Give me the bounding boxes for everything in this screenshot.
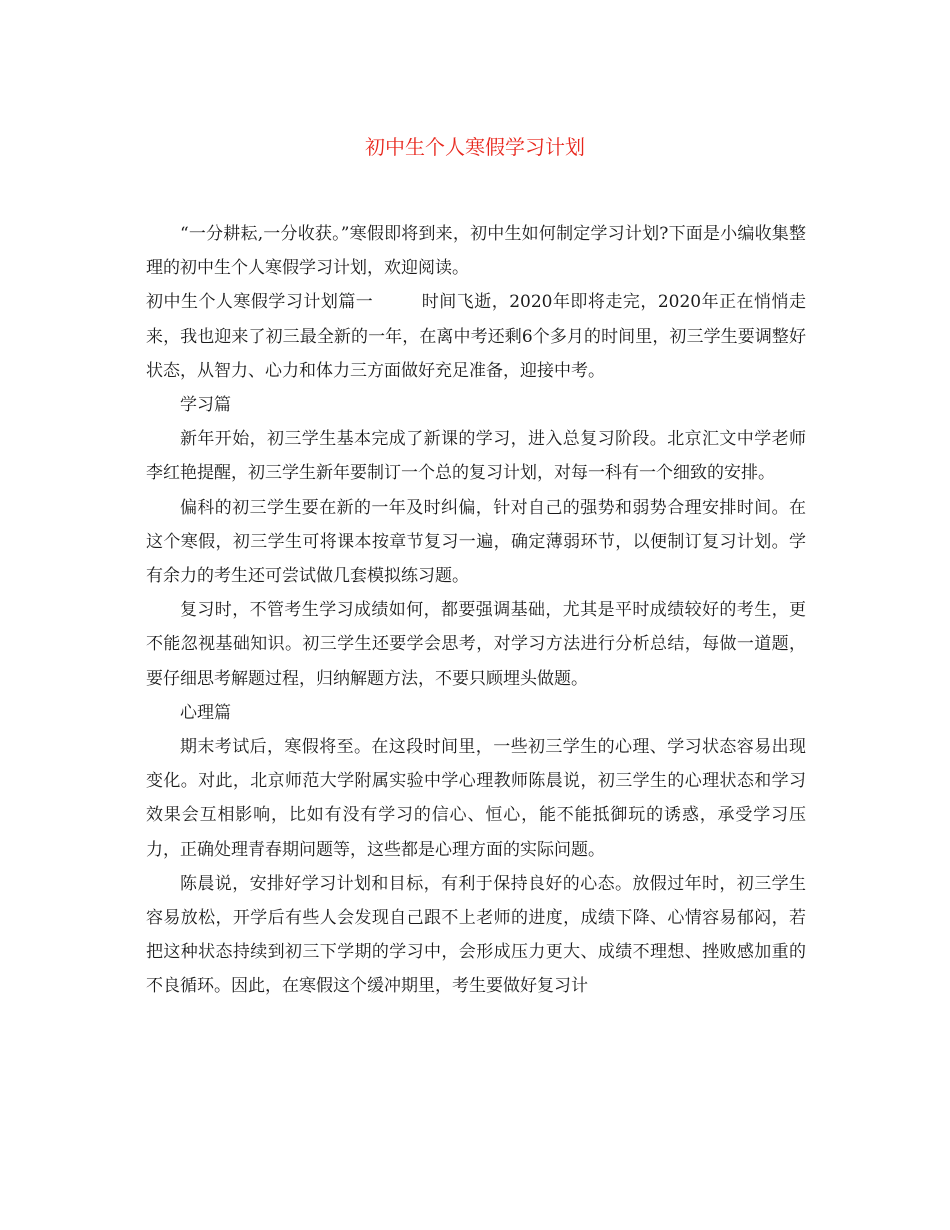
section-heading-study: 学习篇 (180, 395, 231, 416)
part-one-text: 时间飞逝，2020年即将走完，2020年正在悄悄走来，我也迎来了初三最全新的一年，在离中考还剩6个多月的时间里，初三学生要调整好状态，从智力、心力和体力三方面做好充足准备，迎接中考。 (146, 292, 807, 381)
study-paragraph-3: 复习时，不管考生学习成绩如何，都要强调基础，尤其是平时成绩较好的考生，更不能忽视基础知识。初三学生还要学会思考，对学习方法进行分析总结，每做一道题，要仔细思考解题过程，归纳解题方法，不要只顾埋头做题。 (146, 600, 806, 689)
document-body (146, 217, 806, 1004)
section-heading-mind: 心理篇 (180, 702, 231, 723)
mind-paragraph-1: 期末考试后，寒假将至。在这段时间里，一些初三学生的心理、学习状态容易出现变化。对此，北京师范大学附属实验中学心理教师陈晨说，初三学生的心理状态和学习效果会互相影响，比如有没有学习的信心、恒心，能不能抵御玩的诱惑，承受学习压力，正确处理青春期问题等，这些都是心理方面的实际问题。 (146, 737, 806, 860)
part-one-label: 初中生个人寒假学习计划篇一 (146, 292, 374, 313)
intro-paragraph: “一分耕耘,一分收获。”寒假即将到来，初中生如何制定学习计划?下面是小编收集整理的初中生个人寒假学习计划，欢迎阅读。 (146, 224, 806, 279)
study-paragraph-1: 新年开始，初三学生基本完成了新课的学习，进入总复习阶段。北京汇文中学老师李红艳提醒，初三学生新年要制订一个总的复习计划，对每一科有一个细致的安排。 (146, 429, 806, 484)
mind-paragraph-2: 陈晨说，安排好学习计划和目标，有利于保持良好的心态。放假过年时，初三学生容易放松，开学后有些人会发现自己跟不上老师的进度，成绩下降、心情容易郁闷，若把这种状态持续到初三下学期的学习中，会形成压力更大、成绩不理想、挫败感加重的不良循环。因此，在寒假这个缓冲期里，考生要做好复习计 (146, 873, 806, 997)
document-title: 初中生个人寒假学习计划 (365, 135, 585, 159)
part-one-paragraph (146, 285, 806, 388)
study-paragraph-2: 偏科的初三学生要在新的一年及时纠偏，针对自己的强势和弱势合理安排时间。在这个寒假，初三学生可将课本按章节复习一遍，确定薄弱环节，以便制订复习计划。学有余力的考生还可尝试做几套模拟练习题。 (146, 497, 806, 587)
